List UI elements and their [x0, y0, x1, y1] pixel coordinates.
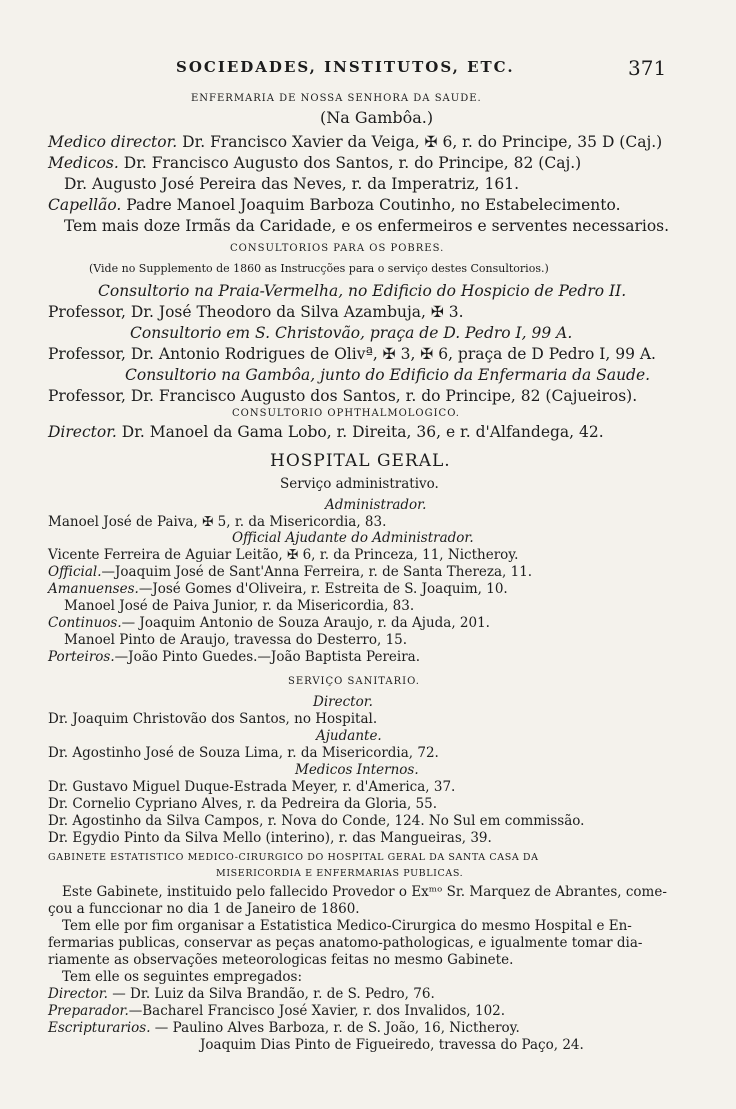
gabinete-staff-line: Preparador.—Bacharel Francisco José Xavier, r. dos Invalidos, 102. — [48, 1003, 506, 1019]
internos-role: Medicos Internos. — [295, 762, 419, 778]
enfermaria-line: Capellão. Padre Manoel Joaquim Barboza Coutinho, no Estabelecimento. — [48, 196, 621, 214]
sanitario-director-role: Director. — [313, 694, 373, 710]
sanitario-ajudante-role: Ajudante. — [316, 728, 382, 744]
interno-line: Dr. Cornelio Cypriano Alves, r. da Pedreira da Gloria, 55. — [48, 796, 438, 812]
enfermaria-line: Medico director. Dr. Francisco Xavier da Veiga, ✠ 6, r. do Principe, 35 D (Caj.) — [48, 133, 663, 151]
consultorio-heading: Consultorio em S. Christovão, praça de D. Pedro I, 99 A. — [130, 324, 573, 342]
ophthalmologico-title: CONSULTORIO OPHTHALMOLOGICO. — [232, 408, 460, 419]
hospital-title: HOSPITAL GERAL. — [270, 451, 451, 471]
hospital-staff-line: Continuos.— Joaquim Antonio de Souza Araujo, r. da Ajuda, 201. — [48, 615, 490, 631]
gabinete-staff-line: Joaquim Dias Pinto de Figueiredo, travessa do Paço, 24. — [200, 1037, 584, 1053]
hospital-staff-line: Official.—Joaquim José de Sant'Anna Ferreira, r. de Santa Thereza, 11. — [48, 564, 533, 580]
hospital-staff-line: Manoel Pinto de Araujo, travessa do Desterro, 15. — [64, 632, 408, 648]
gabinete-paragraph: Tem elle por fim organisar a Estatistica Medico-Cirurgica do mesmo Hospital e En- — [62, 918, 632, 934]
consultorio-heading: Consultorio na Praia-Vermelha, no Edificio do Hospicio de Pedro II. — [98, 282, 627, 300]
consultorio-heading: Consultorio na Gambôa, junto do Edificio da Enfermaria da Saude. — [125, 366, 651, 384]
enfermaria-subtitle: (Na Gambôa.) — [320, 108, 434, 127]
sanitario-director-name: Dr. Joaquim Christovão dos Santos, no Hospital. — [48, 711, 378, 727]
gabinete-title: MISERICORDIA E ENFERMARIAS PUBLICAS. — [216, 868, 464, 879]
admin-name: Manoel José de Paiva, ✠ 5, r. da Misericordia, 83. — [48, 514, 387, 530]
consultorio-professor: Professor, Dr. Francisco Augusto dos Santos, r. do Principe, 82 (Cajueiros). — [48, 387, 638, 405]
consultorio-professor: Professor, Dr. Antonio Rodrigues de Olivª, ✠ 3, ✠ 6, praça de D Pedro I, 99 A. — [48, 345, 656, 363]
gabinete-paragraph: Este Gabinete, instituido pelo fallecido Provedor o Exᵐᵒ Sr. Marquez de Abrantes, come- — [62, 884, 667, 900]
gabinete-paragraph: fermarias publicas, conservar as peças anatomo-pathologicas, e igualmente tomar dia- — [48, 935, 643, 951]
running-title: SOCIEDADES, INSTITUTOS, ETC. — [176, 58, 515, 76]
interno-line: Dr. Agostinho da Silva Campos, r. Nova do Conde, 124. No Sul em commissão. — [48, 813, 585, 829]
hospital-staff-line: Manoel José de Paiva Junior, r. da Misericordia, 83. — [64, 598, 415, 614]
hospital-staff-line: Vicente Ferreira de Aguiar Leitão, ✠ 6, r. da Princeza, 11, Nictheroy. — [48, 547, 519, 563]
gabinete-staff-line: Director. — Dr. Luiz da Silva Brandão, r. de S. Pedro, 76. — [48, 986, 435, 1002]
gabinete-staff-line: Escripturarios. — Paulino Alves Barboza, r. de S. João, 16, Nictheroy. — [48, 1020, 520, 1036]
interno-line: Dr. Gustavo Miguel Duque-Estrada Meyer, r. d'America, 37. — [48, 779, 456, 795]
enfermaria-line: Medicos. Dr. Francisco Augusto dos Santos, r. do Principe, 82 (Caj.) — [48, 154, 582, 172]
admin-role: Administrador. — [325, 497, 427, 513]
page-number: 371 — [628, 56, 667, 80]
interno-line: Dr. Egydio Pinto da Silva Mello (interino), r. das Mangueiras, 39. — [48, 830, 492, 846]
gabinete-title: GABINETE ESTATISTICO MEDICO-CIRURGICO DO HOSPITAL GERAL DA SANTA CASA DA — [48, 852, 539, 863]
consultorio-professor: Professor, Dr. José Theodoro da Silva Azambuja, ✠ 3. — [48, 303, 464, 321]
enfermaria-line: Dr. Augusto José Pereira das Neves, r. da Imperatriz, 161. — [64, 175, 519, 193]
admin-section-title: Serviço administrativo. — [280, 476, 439, 492]
enfermaria-title: ENFERMARIA DE NOSSA SENHORA DA SAUDE. — [191, 93, 482, 104]
gabinete-paragraph: riamente as observações meteorologicas feitas no mesmo Gabinete. — [48, 952, 514, 968]
consultorios-title: CONSULTORIOS PARA OS POBRES. — [230, 243, 445, 254]
ophthalmologico-director: Director. Dr. Manoel da Gama Lobo, r. Direita, 36, e r. d'Alfandega, 42. — [48, 423, 604, 441]
gabinete-paragraph: çou a funccionar no dia 1 de Janeiro de 1860. — [48, 901, 360, 917]
gabinete-paragraph: Tem elle os seguintes empregados: — [62, 969, 303, 985]
hospital-staff-line: Amanuenses.—José Gomes d'Oliveira, r. Estreita de S. Joaquim, 10. — [48, 581, 508, 597]
sanitario-ajudante-name: Dr. Agostinho José de Souza Lima, r. da Misericordia, 72. — [48, 745, 439, 761]
hospital-staff-line: Porteiros.—João Pinto Guedes.—João Baptista Pereira. — [48, 649, 420, 665]
enfermaria-line: Tem mais doze Irmãs da Caridade, e os enfermeiros e serventes necessarios. — [64, 217, 670, 235]
consultorios-note: (Vide no Supplemento de 1860 as Instrucções para o serviço destes Consultorios.) — [89, 262, 549, 275]
ajudante-role: Official Ajudante do Administrador. — [232, 530, 474, 546]
sanitario-title: SERVIÇO SANITARIO. — [288, 676, 420, 687]
